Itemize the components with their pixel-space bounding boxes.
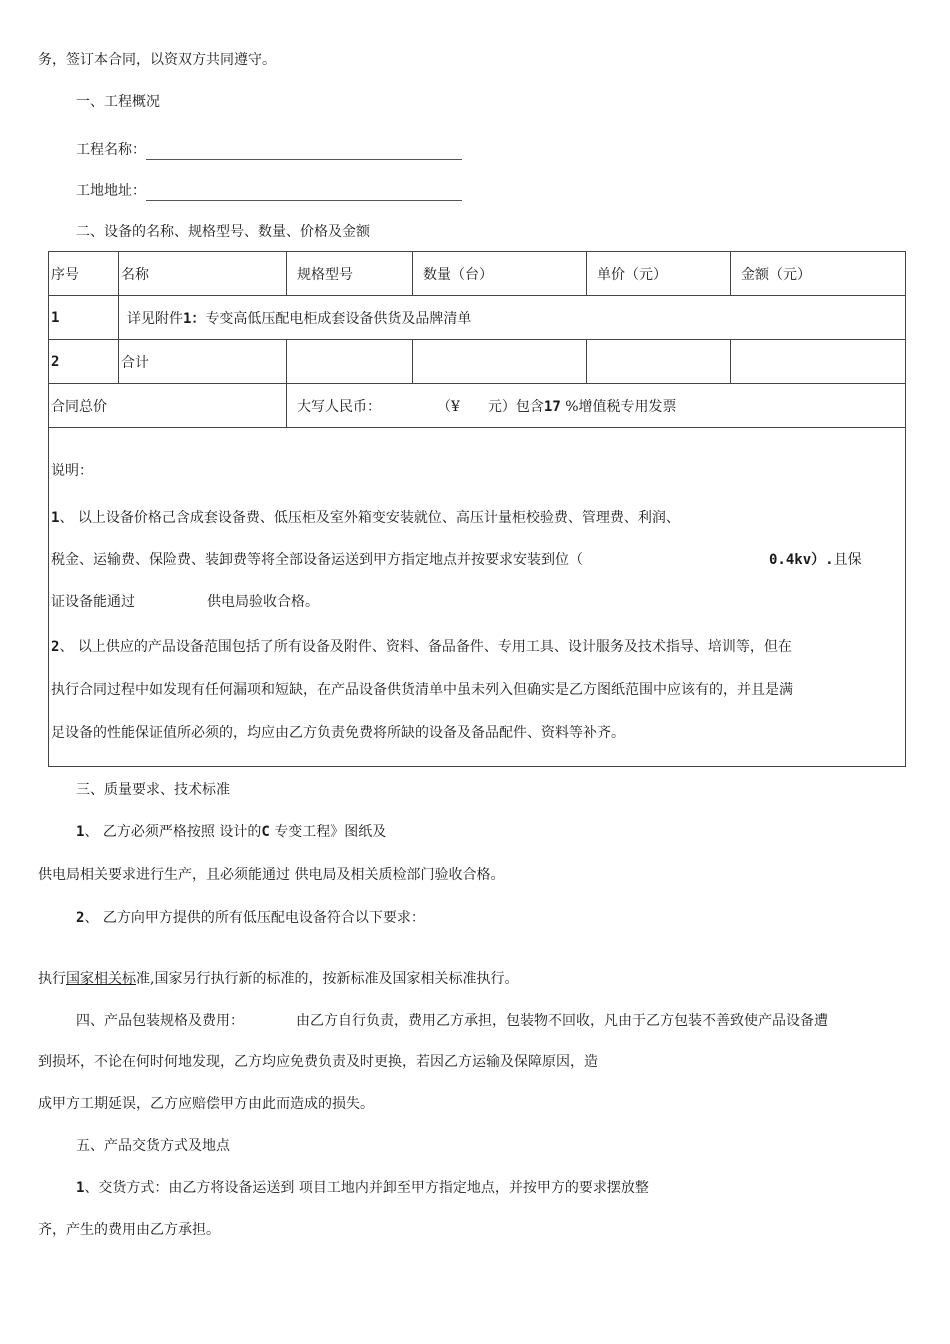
section3-p1-cont: 供电局相关要求进行生产，且必须能通过 供电局及相关质检部门验收合格。 [38, 867, 505, 883]
table-row [49, 296, 906, 340]
row2-no: 2 [49, 340, 119, 384]
row2-name: 合计 [119, 340, 287, 384]
total-label: 合同总价 [49, 384, 287, 428]
header-no: 序号 [49, 252, 119, 296]
notes-row [49, 428, 906, 767]
notes-cell [49, 428, 906, 767]
project-name-label: 工程名称： [76, 142, 146, 158]
table-header-row [49, 252, 906, 296]
header-unit-price: 单价（元） [587, 252, 731, 296]
row1-description: 详见附件1：专变高低压配电柜成套设备供货及品牌清单 [119, 296, 906, 340]
note1-kv: 0.4kv）.且保 [769, 552, 862, 568]
note2-line3: 足设备的性能保证值所必须的，均应由乙方负责免费将所缺的设备及备品配件、资料等补齐。 [51, 725, 625, 741]
header-name: 名称 [119, 252, 287, 296]
section3-p2: 2、 乙方向甲方提供的所有低压配电设备符合以下要求： [76, 910, 425, 926]
section1-heading: 一、工程概况 [76, 94, 160, 110]
section4-text1: 由乙方自行负责，费用乙方承担，包装物不回收，凡由于乙方包装不善致使产品设备遭 [296, 1013, 828, 1029]
site-address-row [76, 181, 462, 201]
intro-tail: 务，签订本合同，以资双方共同遵守。 [38, 52, 276, 68]
note1-line2: 税金、运输费、保险费、装卸费等将全部设备运送到甲方指定地点并按要求安装到位（ [51, 552, 583, 568]
section2-heading: 二、设备的名称、规格型号、数量、价格及金额 [76, 224, 370, 240]
section5-p1-cont: 齐，产生的费用由乙方承担。 [38, 1222, 220, 1238]
site-address-field[interactable] [146, 186, 462, 201]
section3-p1: 1、 乙方必须严格按照 设计的C 专变工程》图纸及 [76, 824, 387, 840]
row2-amount [731, 340, 906, 384]
project-name-field[interactable] [146, 145, 462, 160]
section3-heading: 三、质量要求、技术标准 [76, 782, 230, 798]
row2-quantity [413, 340, 587, 384]
notes-title: 说明： [51, 463, 93, 479]
note2-line2: 执行合同过程中如发现有任何漏项和短缺，在产品设备供货清单中虽未列入但确实是乙方图纸范围中应该有的，并且是满 [51, 682, 793, 698]
header-model: 规格型号 [287, 252, 413, 296]
project-name-row [76, 140, 462, 160]
section5-p1: 1、交货方式：由乙方将设备运送到 项目工地内并卸至甲方指定地点，并按甲方的要求摆放整 [76, 1180, 649, 1196]
total-value: 大写人民币： （¥ 元）包含17 %增值税专用发票 [287, 384, 906, 428]
section4-text2: 到损坏，不论在何时何地发现，乙方均应免费负责及时更换，若因乙方运输及保障原因，造 [38, 1054, 598, 1070]
section4-heading: 四、产品包装规格及费用： [76, 1013, 244, 1029]
section5-heading: 五、产品交货方式及地点 [76, 1138, 230, 1154]
row1-no: 1 [49, 296, 119, 340]
header-amount: 金额（元） [731, 252, 906, 296]
note1-line1: 1、 以上设备价格己含成套设备费、低压柜及室外箱变安装就位、高压计量柜校验费、管理费、利润、 [51, 510, 680, 526]
site-address-label: 工地地址： [76, 183, 146, 199]
table-row [49, 340, 906, 384]
row2-model [287, 340, 413, 384]
equipment-table [48, 251, 906, 767]
total-row [49, 384, 906, 428]
note2-line1: 2、 以上供应的产品设备范围包括了所有设备及附件、资料、备品备件、专用工具、设计服务及技术指导、培训等，但在 [51, 639, 792, 655]
note1-line3: 证设备能通过 供电局验收合格。 [51, 594, 319, 610]
section3-p3: 执行国家相关标准,国家另行执行新的标准的，按新标准及国家相关标准执行。 [38, 971, 519, 987]
header-quantity: 数量（台） [413, 252, 587, 296]
section4-text3: 成甲方工期延误，乙方应赔偿甲方由此而造成的损失。 [38, 1096, 374, 1112]
row2-unit-price [587, 340, 731, 384]
